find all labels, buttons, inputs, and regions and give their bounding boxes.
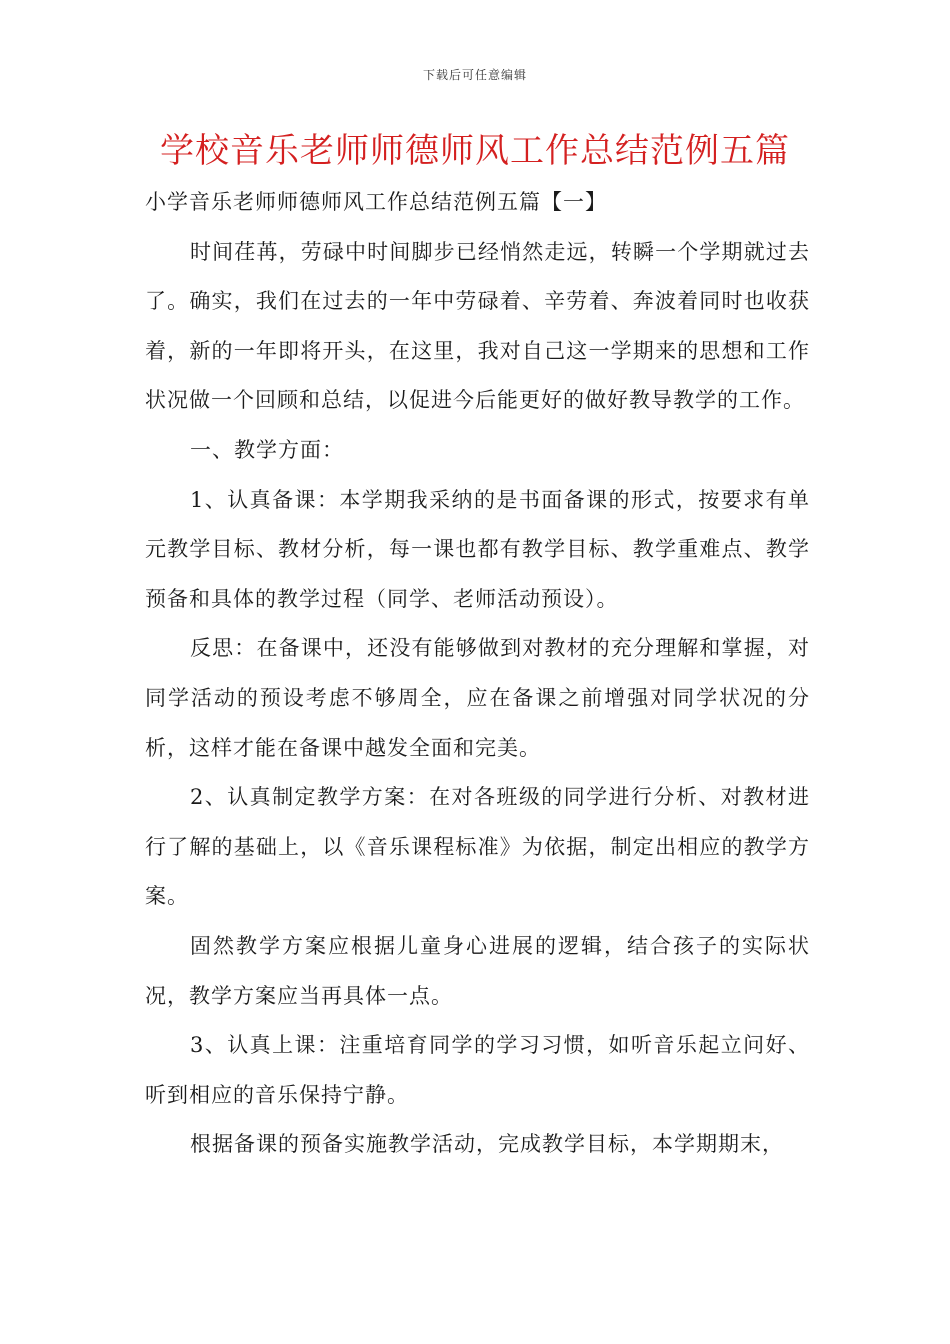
- header-note: 下载后可任意编辑: [422, 68, 527, 82]
- paragraph-reflection: 反思：在备课中，还没有能够做到对教材的充分理解和掌握，对同学活动的预设考虑不够周全，应在备课之前增强对同学状况的分析，这样才能在备课中越发全面和完美。: [145, 636, 810, 760]
- paragraph-implementation: 根据备课的预备实施教学活动，完成教学目标，本学期期末，: [190, 1132, 784, 1157]
- paragraph-lesson-prep: 1、认真备课：本学期我采纳的是书面备课的形式，按要求有单元教学目标、教材分析，每一课也都有教学目标、教学重难点、教学预备和具体的教学过程（同学、老师活动预设）。: [145, 487, 810, 611]
- paragraph-class-conduct: 3、认真上课：注重培育同学的学习习惯，如听音乐起立问好、听到相应的音乐保持宁静。: [145, 1033, 810, 1107]
- document-subtitle: 小学音乐老师师德师风工作总结范例五篇【一】: [145, 190, 607, 214]
- document-body: [145, 178, 810, 1170]
- paragraph-intro: 时间荏苒，劳碌中时间脚步已经悄然走远，转瞬一个学期就过去了。确实，我们在过去的一年中劳碌着、辛劳着、奔波着同时也收获着，新的一年即将开头，在这里，我对自己这一学期来的思想和工作状况做一个回顾和总结，以促进今后能更好的做好教导教学的工作。: [145, 239, 810, 413]
- paragraph-plan-note: 固然教学方案应根据儿童身心进展的逻辑，结合孩子的实际状况，教学方案应当再具体一点。: [145, 933, 810, 1008]
- paragraph-teaching-plan: 2、认真制定教学方案：在对各班级的同学进行分析、对教材进行了解的基础上，以《音乐课程标准》为依据，制定出相应的教学方案。: [145, 785, 810, 909]
- document-title: 学校音乐老师师德师风工作总结范例五篇: [160, 131, 790, 171]
- section-heading-teaching: 一、教学方面：: [190, 437, 344, 462]
